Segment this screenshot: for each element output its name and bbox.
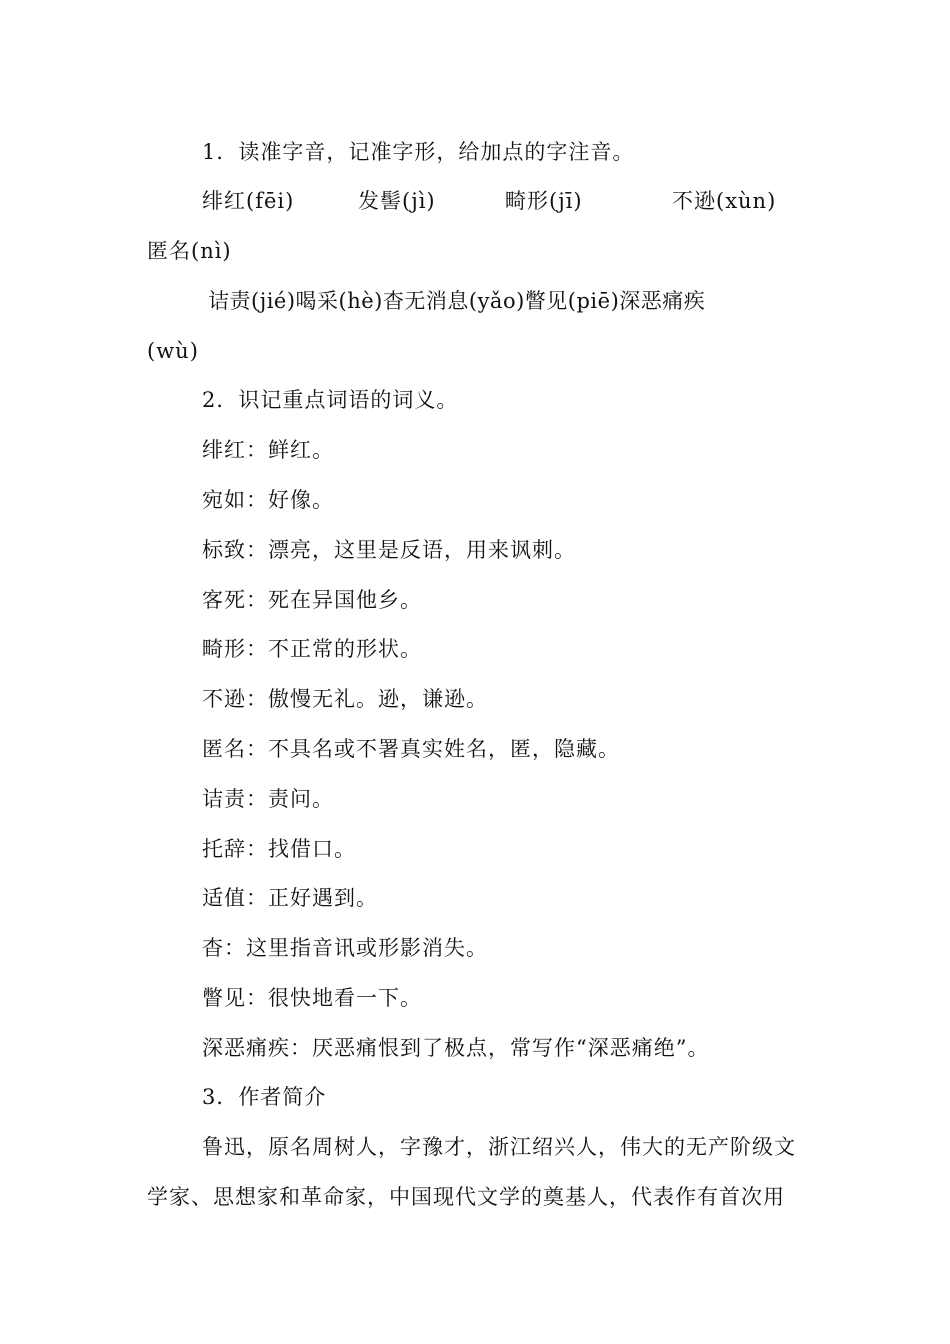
section1-heading: 1．读准字音，记准字形，给加点的字注音。	[202, 140, 635, 164]
definition-item: 托辞：找借口。	[202, 837, 356, 861]
definition-item: 适值：正好遇到。	[202, 886, 378, 910]
pinyin-item-feihong: 绯红(fēi)	[202, 189, 295, 213]
definition-item: 杳：这里指音讯或形影消失。	[202, 936, 488, 960]
author-intro-line-1: 鲁迅，原名周树人，字豫才，浙江绍兴人，伟大的无产阶级文	[202, 1135, 796, 1159]
definition-item: 畸形：不正常的形状。	[202, 637, 422, 661]
definition-item: 不逊：傲慢无礼。逊，谦逊。	[202, 687, 488, 711]
section2-heading: 2．识记重点词语的词义。	[202, 388, 459, 412]
pinyin-row-1	[0, 186, 950, 216]
section3-heading: 3．作者简介	[202, 1085, 327, 1109]
pinyin-row-2: 匿名(nì)	[147, 239, 232, 263]
pinyin-item-buxun: 不逊(xùn)	[672, 189, 777, 213]
definition-item: 深恶痛疾：厌恶痛恨到了极点，常写作“深恶痛绝”。	[202, 1036, 710, 1060]
definition-item: 瞥见：很快地看一下。	[202, 986, 422, 1010]
pinyin-item-jixing: 畸形(jī)	[505, 189, 583, 213]
definition-item: 宛如：好像。	[202, 488, 334, 512]
definition-item: 客死：死在异国他乡。	[202, 588, 422, 612]
definition-item: 标致：漂亮，这里是反语，用来讽刺。	[202, 538, 576, 562]
pinyin-row-3: 诘责(jié)喝采(hè)杳无消息(yǎo)瞥见(piē)深恶痛疾	[208, 289, 706, 313]
definition-item: 匿名：不具名或不署真实姓名，匿，隐藏。	[202, 737, 620, 761]
definition-item: 诘责：责问。	[202, 787, 334, 811]
pinyin-item-faji: 发髻(jì)	[358, 189, 436, 213]
author-intro-line-2: 学家、思想家和革命家，中国现代文学的奠基人，代表作有首次用	[147, 1185, 785, 1209]
pinyin-row-4: (wù)	[147, 339, 199, 363]
definition-item: 绯红：鲜红。	[202, 438, 334, 462]
